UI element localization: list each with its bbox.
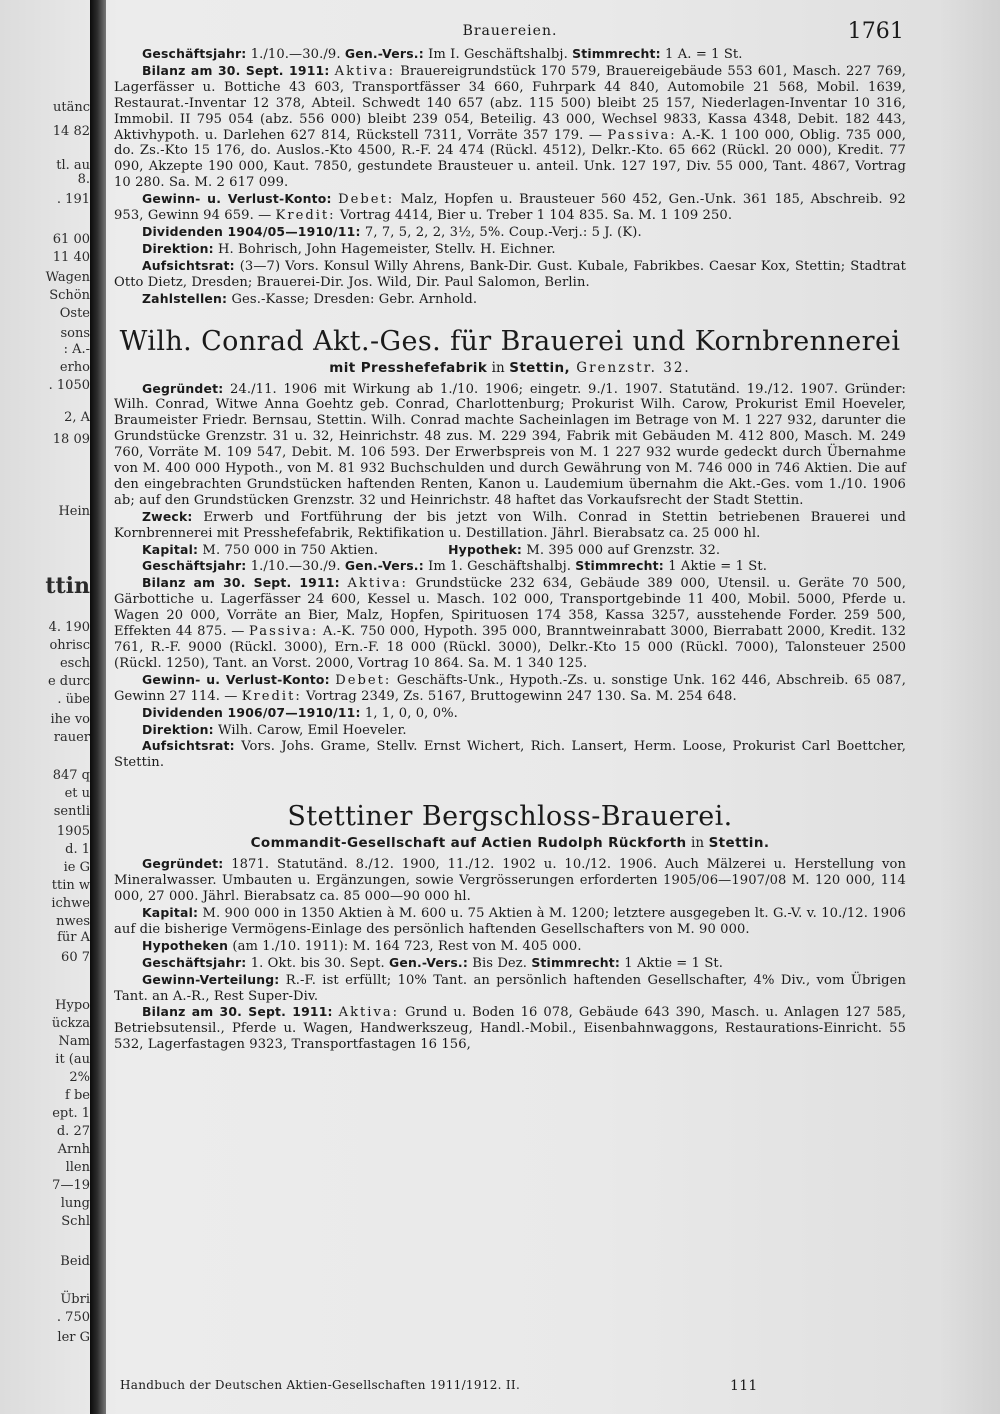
- label-bilanz: Bilanz am 30. Sept. 1911:: [142, 1004, 333, 1020]
- label-aufsichtsrat: Aufsichtsrat:: [142, 257, 235, 273]
- guv-paragraph: [114, 191, 906, 224]
- direktion-line: [114, 722, 906, 739]
- value-gen-vers: Im I. Geschäftshalbj.: [423, 47, 573, 62]
- value-aktiva: Brauereigrundstück 170 579, Brauereigebäude 553 601, Masch. 227 769, Lagerfässer u. Bottiche 43 603, Transportfässer 34 660, Fuhrpark 44 840, Automobile 21 568, Mobil. 1639, Restaurat.-Inventar 12 378, Abteil. Schwedt 140 657 (abz. 115 500) bleibt 25 157, Niederlagen-Inventar 10 316, Immobil. II 795 054 (abz. 556 000) bleibt 239 054, Beteilig. 43 000, Wechsel 9833, Kassa 4348, Debit. 182 443, Aktivhypoth. u. Darlehen 627 814, Rückstell 7311, Vorräte 357 179. —: [114, 63, 907, 143]
- adjacent-page-fragment: 8.: [77, 172, 90, 187]
- label-geschaeftsjahr: Geschäftsjahr:: [142, 558, 247, 574]
- value-geschaeftsjahr: 1. Okt. bis 30. Sept.: [246, 955, 389, 971]
- label-aufsichtsrat: Aufsichtsrat:: [142, 738, 235, 754]
- label-kapital: Kapital:: [142, 541, 199, 557]
- label-aktiva: Aktiva:: [334, 63, 396, 79]
- adjacent-page-fragment: e durc: [47, 674, 90, 689]
- value-kapital: M. 750 000 in 750 Aktien.: [198, 542, 379, 558]
- adjacent-page-fragment: Nam: [58, 1034, 90, 1049]
- adjacent-page-fragment: : A.-: [63, 342, 90, 357]
- adjacent-page-fragment: . 1050: [48, 378, 90, 393]
- label-stimmrecht: Stimmrecht:: [572, 46, 661, 61]
- value-aktiva: Grundstücke 232 634, Gebäude 389 000, Utensil. u. Geräte 70 500, Gärbottiche u. Lagerfässer 24 600, Kessel u. Masch. 102 000, Transportgebinde 11 400, Mobil. 5000, Pferde u. Wagen 20 000, Vorräte an Bier, Malz, Hopfen, Spirituosen 174 358, Kassa 3257, ausstehende Forder. 259 500, Effekten 44 875. —: [114, 576, 906, 640]
- value-zahlstellen: Ges.-Kasse; Dresden: Gebr. Arnhold.: [227, 291, 478, 307]
- entry-wilh-conrad: [114, 326, 906, 772]
- adjacent-page-fragment: 2%: [69, 1070, 90, 1085]
- subtitle-street: Grenzstr. 32.: [570, 359, 691, 376]
- bilanz-paragraph: [114, 63, 906, 191]
- adjacent-page-fragment: lung: [60, 1196, 90, 1211]
- label-geschaeftsjahr: Geschäftsjahr:: [142, 46, 247, 61]
- value-geschaeftsjahr: 1./10.—30./9.: [246, 559, 345, 575]
- adjacent-page-fragment: 1905: [56, 824, 90, 839]
- company-heading: Wilh. Conrad Akt.-Ges. für Brauerei und Kornbrennerei: [119, 325, 901, 357]
- label-aktiva: Aktiva:: [347, 576, 408, 592]
- value-gegruendet: 1871. Statutänd. 8./12. 1900, 11./12. 1902 u. 10./12. 1906. Auch Mälzerei u. Herstellung von Mineralwasser. Umbauten u. Ergänzungen, sowie Vergrösserungen erforderten 1905/06—1907/08 M. 120 000, 114 000, 27 000. Jährl. Bierabsatz ca. 85 000—90 000 hl.: [114, 857, 906, 905]
- label-aktiva: Aktiva:: [338, 1005, 400, 1021]
- label-hypotheken: Hypotheken: [142, 937, 229, 953]
- adjacent-page-fragment: Beid: [60, 1254, 90, 1269]
- book-gutter: [90, 0, 106, 1414]
- subtitle-bold: Commandit-Gesellschaft auf Actien Rudolph Rückforth: [250, 835, 687, 852]
- geschaeftsjahr-line: [114, 558, 906, 575]
- gegruendet-paragraph: [114, 381, 906, 509]
- adjacent-page-margin: [0, 0, 92, 1414]
- adjacent-page-fragment: . 191: [56, 192, 90, 207]
- value-stimmrecht: 1 Aktie = 1 St.: [620, 955, 724, 971]
- adjacent-page-fragment: 2, A: [64, 410, 90, 425]
- company-subtitle: [114, 835, 906, 852]
- bilanz-paragraph: [114, 575, 906, 671]
- label-kredit: Kredit:: [275, 208, 336, 224]
- adjacent-page-fragment: ichwe: [51, 896, 90, 911]
- label-dividenden: Dividenden 1906/07—1910/11:: [142, 704, 361, 720]
- value-stimmrecht: 1 Aktie = 1 St.: [663, 559, 767, 575]
- adjacent-page-fragment: it (au: [55, 1052, 90, 1067]
- signature-mark: 111: [730, 1378, 758, 1394]
- adjacent-page-fragment: Arnh: [57, 1142, 90, 1157]
- value-dividenden: 7, 7, 5, 2, 2, 3½, 5%. Coup.-Verj.: 5 J. (K).: [360, 224, 642, 240]
- adjacent-page-fragment: . 750: [56, 1310, 90, 1325]
- entry-stettiner-bergschloss: [114, 801, 906, 1053]
- running-head-title: Brauereien.: [462, 23, 558, 39]
- page-footer: [120, 1378, 800, 1392]
- label-bilanz: Bilanz am 30. Sept. 1911:: [142, 62, 330, 78]
- adjacent-page-fragment: d. 27: [56, 1124, 90, 1139]
- gegruendet-paragraph: [114, 856, 906, 905]
- adjacent-page-fragment: llen: [65, 1160, 90, 1175]
- entry-brauerei-continued: [114, 46, 906, 308]
- geschaeftsjahr-line: [114, 955, 906, 972]
- label-kredit: Kredit:: [241, 688, 302, 704]
- gewinn-verteilung-paragraph: [114, 972, 906, 1005]
- adjacent-page-fragment: tl. au: [56, 158, 90, 173]
- adjacent-page-fragment: et u: [64, 786, 90, 801]
- adjacent-page-fragment: Wagen: [45, 270, 90, 285]
- label-geschaeftsjahr: Geschäftsjahr:: [142, 954, 247, 970]
- value-direktion: Wilh. Carow, Emil Hoeveler.: [213, 722, 407, 738]
- adjacent-page-fragment: sons: [60, 326, 90, 341]
- label-gewinn-verteilung: Gewinn-Verteilung:: [142, 971, 280, 987]
- label-dividenden: Dividenden 1904/05—1910/11:: [142, 223, 361, 239]
- subtitle-bold: mit Presshefefabrik: [329, 359, 488, 376]
- adjacent-page-fragment: 4. 190: [48, 620, 90, 635]
- adjacent-page-fragment: 847 q: [52, 768, 90, 783]
- adjacent-page-fragment: f be: [65, 1088, 90, 1103]
- adjacent-page-fragment: ückza: [51, 1016, 90, 1031]
- label-debet: Debet:: [335, 672, 392, 688]
- adjacent-page-fragment: Schl: [61, 1214, 90, 1229]
- company-subtitle: [114, 360, 906, 377]
- adjacent-page-fragment: utänc: [52, 100, 90, 115]
- adjacent-page-fragment: 7—19: [52, 1178, 90, 1193]
- value-kapital: M. 900 000 in 1350 Aktien à M. 600 u. 75 Aktien à M. 1200; letztere ausgegeben lt. G.-V. v. 10./12. 1906 auf die bisherige Vermögens-Einlage des persönlich haftenden Gesellschafters von M. 90 000.: [114, 905, 906, 937]
- page-number: 1761: [847, 19, 904, 44]
- value-kredit: Vortrag 4414, Bier u. Treber 1 104 835. Sa. M. 1 109 250.: [335, 208, 733, 224]
- adjacent-page-fragment: sentli: [53, 804, 90, 819]
- hypotheken-line: [114, 938, 906, 955]
- label-gen-vers: Gen.-Vers.:: [388, 954, 468, 970]
- adjacent-page-fragment: 14 82: [52, 124, 90, 139]
- value-stimmrecht: 1 A. = 1 St.: [660, 47, 743, 62]
- adjacent-page-fragment: Übri: [60, 1292, 90, 1307]
- label-stimmrecht: Stimmrecht:: [575, 558, 664, 574]
- adjacent-page-fragment: erho: [59, 360, 90, 375]
- value-zweck: Erwerb und Fortführung der bis jetzt von Wilh. Conrad in Stettin betriebenen Brauerei und Kornbrennerei mit Presshefefabrik, Rektifikation u. Destillation. Jährl. Bierabsatz ca. 25 000 hl.: [114, 509, 906, 541]
- page-content: [114, 14, 906, 1053]
- aufsichtsrat-paragraph: [114, 738, 906, 771]
- adjacent-page-fragment: Hein: [58, 504, 90, 519]
- subtitle-city: Stettin.: [708, 835, 770, 852]
- adjacent-page-fragment: nwes: [56, 914, 90, 929]
- label-passiva: Passiva:: [249, 624, 319, 640]
- label-passiva: Passiva:: [607, 127, 677, 143]
- adjacent-page-fragment: Schön: [49, 288, 90, 303]
- footer-source: Handbuch der Deutschen Aktien-Gesellschaften 1911/1912. II.: [120, 1378, 521, 1392]
- label-guv: Gewinn- u. Verlust-Konto:: [142, 191, 332, 207]
- adjacent-page-fragment: d. 1: [65, 842, 90, 857]
- value-aufsichtsrat: Vors. Johs. Grame, Stellv. Ernst Wichert, Rich. Lansert, Herm. Loose, Prokurist Carl Boettcher, Stettin.: [114, 739, 906, 771]
- value-hypotheken: (am 1./10. 1911): M. 164 723, Rest von M. 405 000.: [228, 938, 582, 954]
- guv-paragraph: [114, 672, 906, 705]
- adjacent-page-fragment: 18 09: [52, 432, 90, 447]
- adjacent-page-fragment: 11 40: [52, 250, 90, 265]
- zahlstellen-line: [114, 291, 906, 308]
- value-hypothek: M. 395 000 auf Grenzstr. 32.: [522, 542, 721, 558]
- label-hypothek: Hypothek:: [448, 541, 523, 557]
- geschaeftsjahr-line: [114, 46, 906, 63]
- label-stimmrecht: Stimmrecht:: [531, 954, 620, 970]
- adjacent-page-fragment: ept. 1: [52, 1106, 90, 1121]
- company-heading: Stettiner Bergschloss-Brauerei.: [287, 801, 733, 833]
- zweck-paragraph: [114, 509, 906, 542]
- adjacent-page-fragment: 60 7: [61, 950, 90, 965]
- adjacent-page-fragment: ohrisc: [49, 638, 90, 653]
- direktion-line: [114, 241, 906, 258]
- adjacent-page-fragment: Hypo: [55, 998, 90, 1013]
- label-gegruendet: Gegründet:: [142, 856, 224, 872]
- label-direktion: Direktion:: [142, 240, 214, 256]
- aufsichtsrat-paragraph: [114, 258, 906, 291]
- value-aufsichtsrat: (3—7) Vors. Konsul Willy Ahrens, Bank-Dir. Gust. Kubale, Fabrikbes. Caesar Kox, Stettin; Stadtrat Otto Dietz, Dresden; Brauerei-Dir. Jos. Wild, Dir. Paul Salomon, Berlin.: [114, 258, 906, 290]
- value-aktiva: Grund u. Boden 16 078, Gebäude 643 390, Masch. u. Anlagen 127 585, Betriebsutensil., Pferde u. Wagen, Handwerkszeug, Handl.-Mobil., Eisenbahnwaggons, Restaurations-Einricht. 55 532, Lagerfastagen 9323, Transportfastagen 16 156,: [114, 1005, 906, 1053]
- value-gewinn-verteilung: R.-F. ist erfüllt; 10% Tant. an persönlich haftenden Gesellschafter, 4% Div., vom Übrigen Tant. an A.-R., Rest Super-Div.: [114, 972, 906, 1004]
- label-kapital: Kapital:: [142, 904, 199, 920]
- value-passiva: A.-K. 1 100 000, Oblig. 735 000, do. Zs.-Kto 15 176, do. Auslos.-Kto 4500, R.-F. 24 474 (Rückl. 4512), Delkr.-Kto. 65 662 (Rückl. 20 000), Kredit. 77 090, Akzepte 190 000, Kaut. 7850, gestundete Brausteuer u. anteil. Unk. 127 197, Div. 55 000, Tant. 4867, Vortrag 10 280. Sa. M. 2 617 099.: [114, 127, 906, 191]
- adjacent-page-fragment: ttin: [45, 573, 90, 599]
- label-bilanz: Bilanz am 30. Sept. 1911:: [142, 575, 340, 591]
- adjacent-page-fragment: . übe: [57, 692, 90, 707]
- value-gen-vers: Im 1. Geschäftshalbj.: [423, 559, 576, 575]
- adjacent-page-fragment: ttin w: [51, 878, 90, 893]
- value-debet: Geschäfts-Unk., Hypoth.-Zs. u. sonstige Unk. 162 446, Abschreib. 65 087, Gewinn 27 114. —: [114, 672, 906, 704]
- label-zahlstellen: Zahlstellen:: [142, 290, 228, 306]
- page-edge-shadow: [940, 0, 1000, 1414]
- adjacent-page-fragment: ie G: [63, 860, 90, 875]
- adjacent-page-fragment: rauer: [53, 730, 90, 745]
- label-direktion: Direktion:: [142, 721, 214, 737]
- label-gen-vers: Gen.-Vers.:: [344, 558, 424, 574]
- subtitle-in: in: [686, 835, 709, 852]
- dividenden-line: [114, 705, 906, 722]
- adjacent-page-fragment: ihe vo: [50, 712, 90, 727]
- kapital-line: [114, 542, 906, 559]
- value-dividenden: 1, 1, 0, 0, 0%.: [360, 705, 458, 721]
- kapital-paragraph: [114, 905, 906, 938]
- running-head: [114, 14, 906, 46]
- value-kredit: Vortrag 2349, Zs. 5167, Bruttogewinn 247 130. Sa. M. 254 648.: [301, 688, 737, 704]
- label-debet: Debet:: [338, 192, 395, 208]
- adjacent-page-fragment: ler G: [57, 1330, 90, 1345]
- label-gen-vers: Gen.-Vers.:: [344, 46, 424, 61]
- label-guv: Gewinn- u. Verlust-Konto:: [142, 671, 330, 687]
- subtitle-city: Stettin,: [509, 359, 571, 376]
- value-debet: Malz, Hopfen u. Brausteuer 560 452, Gen.-Unk. 361 185, Abschreib. 92 953, Gewinn 94 659. —: [114, 192, 906, 224]
- value-passiva: A.-K. 750 000, Hypoth. 395 000, Branntweinrabatt 3000, Bierrabatt 2000, Kredit. 132 761, R.-F. 9000 (Rückl. 3000), Ern.-F. 18 000 (Rückl. 3000), Delkr.-Kto 15 000 (Rückl. 7000), Talonsteuer 2500 (Rückl. 1250), Tant. an Vorst. 2000, Vortrag 10 864. Sa. M. 1 340 125.: [114, 624, 906, 671]
- bilanz-paragraph: [114, 1004, 906, 1053]
- value-geschaeftsjahr: 1./10.—30./9.: [246, 47, 345, 62]
- value-direktion: H. Bohrisch, John Hagemeister, Stellv. H. Eichner.: [213, 241, 556, 257]
- label-zweck: Zweck:: [142, 508, 193, 524]
- label-gegruendet: Gegründet:: [142, 380, 224, 396]
- value-gen-vers: Bis Dez.: [467, 955, 532, 971]
- adjacent-page-fragment: für A: [57, 930, 90, 945]
- adjacent-page-fragment: 61 00: [52, 232, 90, 247]
- value-gegruendet: 24./11. 1906 mit Wirkung ab 1./10. 1906; eingetr. 9./1. 1907. Statutänd. 19./12. 1907. Gründer: Wilh. Conrad, Witwe Anna Goehtz geb. Conrad, Charlottenburg; Prokurist Wilh. Carow, Prokurist Emil Hoeveler, Braumeister Friedr. Bernsau, Stettin. Wilh. Conrad machte Sacheinlagen im Betrage von M. 1 227 932, darunter die Grundstücke Grenzstr. 31 u. 32, Heinrichstr. 48 zus. M. 229 394, Fabrik mit Gebäuden M. 412 800, Masch. M. 249 760, Vorräte M. 109 547, Debit. M. 106 593. Der Erwerbspreis von M. 1 227 932 wurde gedeckt durch Übernahme von M. 400 000 Hypoth., von M. 81 932 Buchschulden und durch Gewährung von M. 746 000 in 746 Aktien. Die auf den eingebrachten Grundstücken haftenden Renten, Kanon u. Laudemium übernahm die Akt.-Ges. vom 1./10. 1906 ab; auf den Grundstücken Grenzstr. 32 und Heinrichstr. 48 haftet das Vorkaufsrecht der Stadt Stettin.: [114, 381, 906, 508]
- subtitle-in: in: [487, 359, 510, 376]
- adjacent-page-fragment: Oste: [59, 306, 90, 321]
- dividenden-line: [114, 224, 906, 241]
- adjacent-page-fragment: esch: [59, 656, 90, 671]
